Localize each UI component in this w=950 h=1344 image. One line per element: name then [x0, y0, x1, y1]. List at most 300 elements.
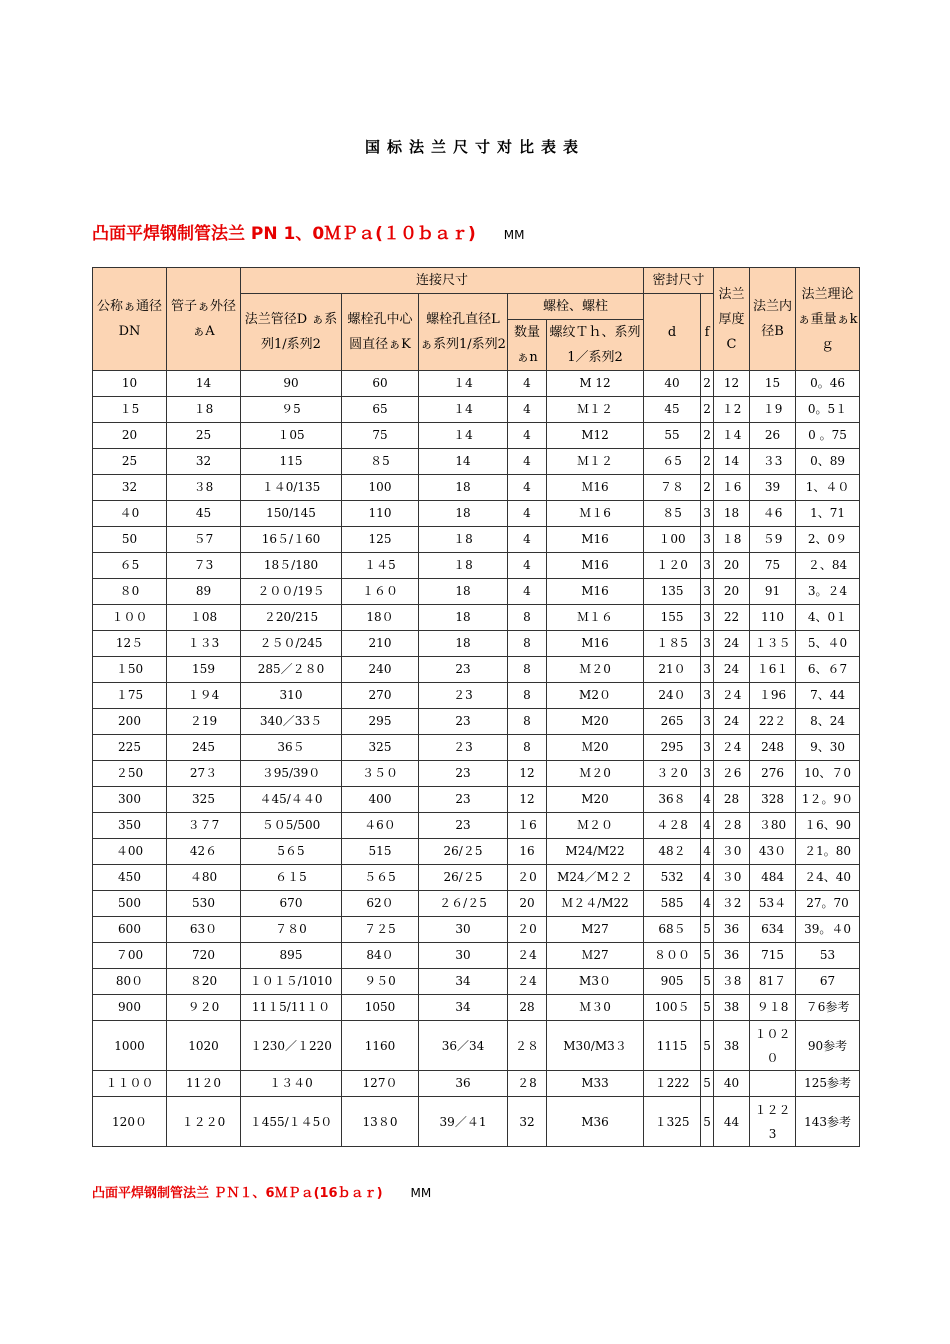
- cell-bolt-circle: 62０: [342, 891, 419, 917]
- cell-weight: 5、４0: [796, 631, 860, 657]
- cell-flange-od: １３４0: [241, 1071, 342, 1097]
- cell-seal-d: １２0: [644, 553, 701, 579]
- cell-weight: 6、６7: [796, 657, 860, 683]
- cell-thread: M2０: [547, 683, 644, 709]
- cell-bolt-circle: 110: [342, 501, 419, 527]
- cell-flange-od: 340／33５: [241, 709, 342, 735]
- cell-bolt-hole: 23: [419, 709, 508, 735]
- cell-seal-f: 3: [701, 761, 714, 787]
- cell-seal-d: 905: [644, 969, 701, 995]
- cell-bolt-count: 32: [508, 1097, 547, 1147]
- cell-thickness: 14: [714, 449, 750, 475]
- cell-bolt-hole: 18: [419, 475, 508, 501]
- cell-bolt-count: 12: [508, 787, 547, 813]
- cell-thickness: 38: [714, 1021, 750, 1071]
- cell-bolt-count: 28: [508, 995, 547, 1021]
- cell-inner-diameter: 484: [750, 865, 796, 891]
- cell-flange-od: １05: [241, 423, 342, 449]
- cell-flange-od: 16５/１60: [241, 527, 342, 553]
- cell-weight: 0。5１: [796, 397, 860, 423]
- cell-seal-d: ８5: [644, 501, 701, 527]
- cell-flange-od: 310: [241, 683, 342, 709]
- cell-bolt-circle: 515: [342, 839, 419, 865]
- cell-pipe-od: 32: [167, 449, 241, 475]
- cell-weight: 53: [796, 943, 860, 969]
- cell-weight: １6、90: [796, 813, 860, 839]
- cell-thickness: ２6: [714, 761, 750, 787]
- cell-seal-d: 265: [644, 709, 701, 735]
- cell-inner-diameter: １２２3: [750, 1097, 796, 1147]
- cell-thread: Ｍ２０: [547, 813, 644, 839]
- cell-flange-od: ７８0: [241, 917, 342, 943]
- cell-weight: ２1。80: [796, 839, 860, 865]
- cell-thread: M12: [547, 423, 644, 449]
- table-row: [93, 657, 860, 683]
- cell-bolt-count: 8: [508, 709, 547, 735]
- cell-bolt-circle: １６０: [342, 579, 419, 605]
- cell-pipe-od: １08: [167, 605, 241, 631]
- cell-thickness: 20: [714, 553, 750, 579]
- cell-thickness: ３0: [714, 839, 750, 865]
- cell-weight: 4、0１: [796, 605, 860, 631]
- cell-seal-d: 100５: [644, 995, 701, 1021]
- cell-bolt-count: 4: [508, 397, 547, 423]
- cell-flange-od: １４0/135: [241, 475, 342, 501]
- cell-bolt-count: １6: [508, 813, 547, 839]
- cell-bolt-count: 12: [508, 761, 547, 787]
- cell-dn: ４00: [93, 839, 167, 865]
- cell-bolt-circle: 270: [342, 683, 419, 709]
- cell-thickness: １8: [714, 527, 750, 553]
- cell-inner-diameter: 15: [750, 371, 796, 397]
- table-row: [93, 553, 860, 579]
- cell-bolt-count: 4: [508, 449, 547, 475]
- table-row: [93, 1097, 860, 1147]
- cell-seal-d: 532: [644, 865, 701, 891]
- cell-dn: 20: [93, 423, 167, 449]
- table-row: [93, 969, 860, 995]
- cell-weight: 0、89: [796, 449, 860, 475]
- cell-weight: 9、30: [796, 735, 860, 761]
- cell-seal-d: 24０: [644, 683, 701, 709]
- cell-flange-od: 285／２８0: [241, 657, 342, 683]
- cell-bolt-hole: 18: [419, 579, 508, 605]
- cell-bolt-count: 8: [508, 631, 547, 657]
- cell-weight: 1２。9０: [796, 787, 860, 813]
- cell-flange-od: １455/１４5０: [241, 1097, 342, 1147]
- cell-seal-f: 5: [701, 917, 714, 943]
- cell-thread: M3０: [547, 969, 644, 995]
- cell-bolt-circle: 60: [342, 371, 419, 397]
- cell-thickness: 36: [714, 943, 750, 969]
- table-row: [93, 787, 860, 813]
- cell-seal-d: 135: [644, 579, 701, 605]
- cell-seal-d: １８5: [644, 631, 701, 657]
- table-row: [93, 865, 860, 891]
- cell-bolt-hole: 26/２5: [419, 839, 508, 865]
- cell-bolt-count: 4: [508, 371, 547, 397]
- cell-flange-od: 90: [241, 371, 342, 397]
- cell-bolt-count: 4: [508, 579, 547, 605]
- cell-inner-diameter: １9: [750, 397, 796, 423]
- cell-thickness: 38: [714, 995, 750, 1021]
- cell-weight: 2、0９: [796, 527, 860, 553]
- cell-bolt-count: ２0: [508, 865, 547, 891]
- cell-bolt-hole: 26/２5: [419, 865, 508, 891]
- cell-pipe-od: ２19: [167, 709, 241, 735]
- table-row: [93, 475, 860, 501]
- cell-bolt-circle: 75: [342, 423, 419, 449]
- cell-weight: 0。46: [796, 371, 860, 397]
- cell-weight: 1、４０: [796, 475, 860, 501]
- cell-flange-od: ２５０/245: [241, 631, 342, 657]
- table-row: [93, 631, 860, 657]
- cell-thickness: １6: [714, 475, 750, 501]
- cell-seal-d: ４２8: [644, 813, 701, 839]
- cell-seal-d: ３２0: [644, 761, 701, 787]
- cell-bolt-circle: 1050: [342, 995, 419, 1021]
- cell-bolt-circle: １４5: [342, 553, 419, 579]
- cell-weight: ２、84: [796, 553, 860, 579]
- cell-bolt-hole: ２3: [419, 683, 508, 709]
- cell-dn: ６5: [93, 553, 167, 579]
- cell-bolt-hole: 23: [419, 761, 508, 787]
- table-row: [93, 917, 860, 943]
- cell-dn: １5: [93, 397, 167, 423]
- cell-bolt-circle: ４6０: [342, 813, 419, 839]
- cell-seal-d: 48２: [644, 839, 701, 865]
- cell-thread: Ｍ20: [547, 735, 644, 761]
- cell-bolt-circle: ８5: [342, 449, 419, 475]
- cell-seal-f: 2: [701, 423, 714, 449]
- cell-bolt-hole: 34: [419, 995, 508, 1021]
- cell-bolt-circle: 240: [342, 657, 419, 683]
- cell-inner-diameter: 26: [750, 423, 796, 449]
- cell-flange-od: ２20/215: [241, 605, 342, 631]
- cell-thread: M36: [547, 1097, 644, 1147]
- cell-dn: １１００: [93, 1071, 167, 1097]
- cell-inner-diameter: ３3: [750, 449, 796, 475]
- cell-bolt-count: 4: [508, 475, 547, 501]
- cell-thickness: 20: [714, 579, 750, 605]
- table-row: [93, 761, 860, 787]
- cell-dn: 300: [93, 787, 167, 813]
- table-row: [93, 527, 860, 553]
- cell-inner-diameter: 91: [750, 579, 796, 605]
- cell-bolt-hole: １4: [419, 397, 508, 423]
- cell-seal-f: 2: [701, 475, 714, 501]
- cell-dn: 12５: [93, 631, 167, 657]
- table-row: [93, 995, 860, 1021]
- cell-thickness: 28: [714, 787, 750, 813]
- cell-thickness: ２4: [714, 735, 750, 761]
- cell-pipe-od: ７3: [167, 553, 241, 579]
- cell-flange-od: ９5: [241, 397, 342, 423]
- cell-inner-diameter: 715: [750, 943, 796, 969]
- cell-thickness: ２8: [714, 813, 750, 839]
- cell-pipe-od: 11２0: [167, 1071, 241, 1097]
- cell-bolt-circle: 18０: [342, 605, 419, 631]
- cell-seal-d: １00: [644, 527, 701, 553]
- cell-dn: ２50: [93, 761, 167, 787]
- cell-bolt-count: 4: [508, 527, 547, 553]
- cell-seal-d: 45: [644, 397, 701, 423]
- cell-bolt-hole: 18: [419, 631, 508, 657]
- cell-inner-diameter: １３５: [750, 631, 796, 657]
- table-row: [93, 1021, 860, 1071]
- cell-dn: １50: [93, 657, 167, 683]
- cell-pipe-od: ４80: [167, 865, 241, 891]
- cell-seal-f: 5: [701, 1021, 714, 1071]
- cell-weight: 125参考: [796, 1071, 860, 1097]
- header-seal: 密封尺寸: [644, 268, 714, 294]
- cell-seal-f: 3: [701, 579, 714, 605]
- cell-seal-f: 3: [701, 631, 714, 657]
- cell-dn: 350: [93, 813, 167, 839]
- cell-flange-od: 18５/180: [241, 553, 342, 579]
- cell-pipe-od: 45: [167, 501, 241, 527]
- cell-thickness: １4: [714, 423, 750, 449]
- cell-weight: 8、24: [796, 709, 860, 735]
- cell-pipe-od: ５7: [167, 527, 241, 553]
- cell-bolt-count: ２4: [508, 943, 547, 969]
- cell-inner-diameter: [750, 1071, 796, 1097]
- cell-pipe-od: 1020: [167, 1021, 241, 1071]
- cell-bolt-hole: 23: [419, 813, 508, 839]
- header-thickness: 法兰厚度C: [714, 268, 750, 371]
- cell-dn: 500: [93, 891, 167, 917]
- cell-flange-od: ５０5/500: [241, 813, 342, 839]
- cell-seal-f: 4: [701, 813, 714, 839]
- cell-bolt-count: 4: [508, 423, 547, 449]
- cell-bolt-count: 4: [508, 501, 547, 527]
- cell-seal-d: ８００: [644, 943, 701, 969]
- cell-dn: 80０: [93, 969, 167, 995]
- cell-bolt-hole: 18: [419, 501, 508, 527]
- cell-flange-od: 895: [241, 943, 342, 969]
- cell-seal-d: ６5: [644, 449, 701, 475]
- cell-seal-f: 3: [701, 527, 714, 553]
- cell-thread: M30/M3３: [547, 1021, 644, 1071]
- cell-inner-diameter: 110: [750, 605, 796, 631]
- cell-pipe-od: 159: [167, 657, 241, 683]
- cell-seal-f: 2: [701, 371, 714, 397]
- cell-seal-f: 2: [701, 397, 714, 423]
- header-connection: 连接尺寸: [241, 268, 644, 294]
- cell-inner-diameter: 634: [750, 917, 796, 943]
- cell-thread: M 12: [547, 371, 644, 397]
- cell-seal-f: 3: [701, 683, 714, 709]
- cell-flange-od: 150/145: [241, 501, 342, 527]
- cell-bolt-hole: 39／４1: [419, 1097, 508, 1147]
- cell-seal-d: ７８: [644, 475, 701, 501]
- cell-pipe-od: １９4: [167, 683, 241, 709]
- table-row: [93, 943, 860, 969]
- cell-thread: Ｍ27: [547, 943, 644, 969]
- cell-seal-f: 3: [701, 709, 714, 735]
- cell-bolt-hole: 23: [419, 787, 508, 813]
- cell-bolt-circle: ５６5: [342, 865, 419, 891]
- cell-bolt-count: ２８: [508, 1021, 547, 1071]
- cell-bolt-circle: ７２5: [342, 917, 419, 943]
- header-dn: 公称ぁ通径DN: [93, 268, 167, 371]
- cell-bolt-hole: １8: [419, 527, 508, 553]
- cell-seal-d: 585: [644, 891, 701, 917]
- cell-thickness: 40: [714, 1071, 750, 1097]
- cell-bolt-circle: 127０: [342, 1071, 419, 1097]
- cell-weight: 3。２4: [796, 579, 860, 605]
- cell-seal-f: 5: [701, 1071, 714, 1097]
- cell-seal-d: 1115: [644, 1021, 701, 1071]
- cell-pipe-od: 720: [167, 943, 241, 969]
- cell-bolt-count: ２4: [508, 969, 547, 995]
- cell-seal-d: 68５: [644, 917, 701, 943]
- cell-thread: M16: [547, 527, 644, 553]
- cell-bolt-circle: ９５0: [342, 969, 419, 995]
- cell-thread: M16: [547, 631, 644, 657]
- cell-bolt-count: 8: [508, 683, 547, 709]
- header-seal-d: d: [644, 294, 701, 371]
- cell-thickness: 44: [714, 1097, 750, 1147]
- cell-seal-f: 4: [701, 787, 714, 813]
- cell-bolt-hole: 23: [419, 657, 508, 683]
- cell-thread: M20: [547, 709, 644, 735]
- header-bolt-count: 数量ぁn: [508, 320, 547, 371]
- cell-thickness: ２4: [714, 683, 750, 709]
- cell-weight: ７6参考: [796, 995, 860, 1021]
- cell-seal-d: 155: [644, 605, 701, 631]
- cell-flange-od: ２００/19５: [241, 579, 342, 605]
- cell-thread: M33: [547, 1071, 644, 1097]
- cell-bolt-circle: 84０: [342, 943, 419, 969]
- cell-bolt-hole: 18: [419, 605, 508, 631]
- cell-bolt-count: 8: [508, 657, 547, 683]
- cell-bolt-hole: 34: [419, 969, 508, 995]
- cell-dn: 10: [93, 371, 167, 397]
- cell-weight: 39。４0: [796, 917, 860, 943]
- cell-inner-diameter: 43０: [750, 839, 796, 865]
- cell-thread: M20: [547, 787, 644, 813]
- cell-thread: M24／M２２: [547, 865, 644, 891]
- cell-bolt-count: ２8: [508, 1071, 547, 1097]
- section-title: 凸面平焊钢制管法兰 PN 1、0ＭＰａ(１０ｂａｒ): [92, 224, 476, 244]
- cell-bolt-hole: 36: [419, 1071, 508, 1097]
- cell-bolt-count: 4: [508, 553, 547, 579]
- header-thread: 螺纹Ｔｈ、系列1／系列2: [547, 320, 644, 371]
- cell-bolt-hole: 30: [419, 917, 508, 943]
- cell-seal-f: 3: [701, 657, 714, 683]
- cell-seal-f: 5: [701, 1097, 714, 1147]
- cell-bolt-count: 8: [508, 735, 547, 761]
- cell-thickness: ３8: [714, 969, 750, 995]
- cell-bolt-hole: １8: [419, 553, 508, 579]
- unit-label: MM: [410, 1186, 432, 1200]
- cell-pipe-od: 245: [167, 735, 241, 761]
- cell-thickness: 18: [714, 501, 750, 527]
- cell-bolt-circle: 295: [342, 709, 419, 735]
- table-row: [93, 1071, 860, 1097]
- cell-dn: 900: [93, 995, 167, 1021]
- cell-inner-diameter: ９１8: [750, 995, 796, 1021]
- cell-bolt-count: 16: [508, 839, 547, 865]
- cell-pipe-od: 325: [167, 787, 241, 813]
- cell-weight: 67: [796, 969, 860, 995]
- cell-thread: Ｍ１２: [547, 397, 644, 423]
- header-bolt-circle: 螺栓孔中心圆直径ぁK: [342, 294, 419, 371]
- header-weight: 法兰理论ぁ重量ぁkｇ: [796, 268, 860, 371]
- cell-weight: 27。70: [796, 891, 860, 917]
- cell-dn: 32: [93, 475, 167, 501]
- cell-dn: １００: [93, 605, 167, 631]
- cell-seal-d: 55: [644, 423, 701, 449]
- cell-seal-f: 5: [701, 943, 714, 969]
- cell-seal-f: 4: [701, 891, 714, 917]
- cell-seal-d: 295: [644, 735, 701, 761]
- table-row: [93, 813, 860, 839]
- cell-seal-d: 36８: [644, 787, 701, 813]
- cell-seal-f: 3: [701, 501, 714, 527]
- cell-thickness: 24: [714, 631, 750, 657]
- table-row: [93, 735, 860, 761]
- cell-dn: ８0: [93, 579, 167, 605]
- cell-seal-f: 2: [701, 449, 714, 475]
- cell-bolt-hole: ２６/２5: [419, 891, 508, 917]
- cell-pipe-od: １8: [167, 397, 241, 423]
- cell-inner-diameter: 22２: [750, 709, 796, 735]
- cell-thickness: ３2: [714, 891, 750, 917]
- cell-seal-f: 3: [701, 553, 714, 579]
- cell-dn: 25: [93, 449, 167, 475]
- cell-seal-d: 40: [644, 371, 701, 397]
- cell-seal-f: 3: [701, 735, 714, 761]
- cell-flange-od: 670: [241, 891, 342, 917]
- cell-thickness: 24: [714, 657, 750, 683]
- cell-flange-od: 5６5: [241, 839, 342, 865]
- header-pipe-od: 管子ぁ外径ぁA: [167, 268, 241, 371]
- cell-flange-od: 36５: [241, 735, 342, 761]
- cell-seal-f: 4: [701, 839, 714, 865]
- table-row: [93, 605, 860, 631]
- cell-inner-diameter: ４6: [750, 501, 796, 527]
- table-row: [93, 683, 860, 709]
- cell-dn: ７00: [93, 943, 167, 969]
- cell-flange-od: 11１5/11１０: [241, 995, 342, 1021]
- cell-flange-od: ４45/４４0: [241, 787, 342, 813]
- cell-bolt-circle: 13８0: [342, 1097, 419, 1147]
- table-row: [93, 891, 860, 917]
- cell-flange-od: ６１5: [241, 865, 342, 891]
- cell-bolt-hole: 14: [419, 449, 508, 475]
- table-row: [93, 449, 860, 475]
- cell-inner-diameter: 81７: [750, 969, 796, 995]
- cell-weight: 10、７0: [796, 761, 860, 787]
- cell-thickness: 24: [714, 709, 750, 735]
- cell-thickness: １2: [714, 397, 750, 423]
- cell-bolt-hole: 36／34: [419, 1021, 508, 1071]
- cell-inner-diameter: 75: [750, 553, 796, 579]
- cell-thickness: 12: [714, 371, 750, 397]
- cell-pipe-od: 42６: [167, 839, 241, 865]
- cell-inner-diameter: 328: [750, 787, 796, 813]
- header-bolts: 螺栓、螺柱: [508, 294, 644, 320]
- unit-label: MM: [503, 228, 525, 242]
- cell-dn: 600: [93, 917, 167, 943]
- cell-bolt-circle: 1160: [342, 1021, 419, 1071]
- cell-pipe-od: 530: [167, 891, 241, 917]
- cell-pipe-od: 27３: [167, 761, 241, 787]
- cell-dn: 200: [93, 709, 167, 735]
- cell-bolt-circle: 210: [342, 631, 419, 657]
